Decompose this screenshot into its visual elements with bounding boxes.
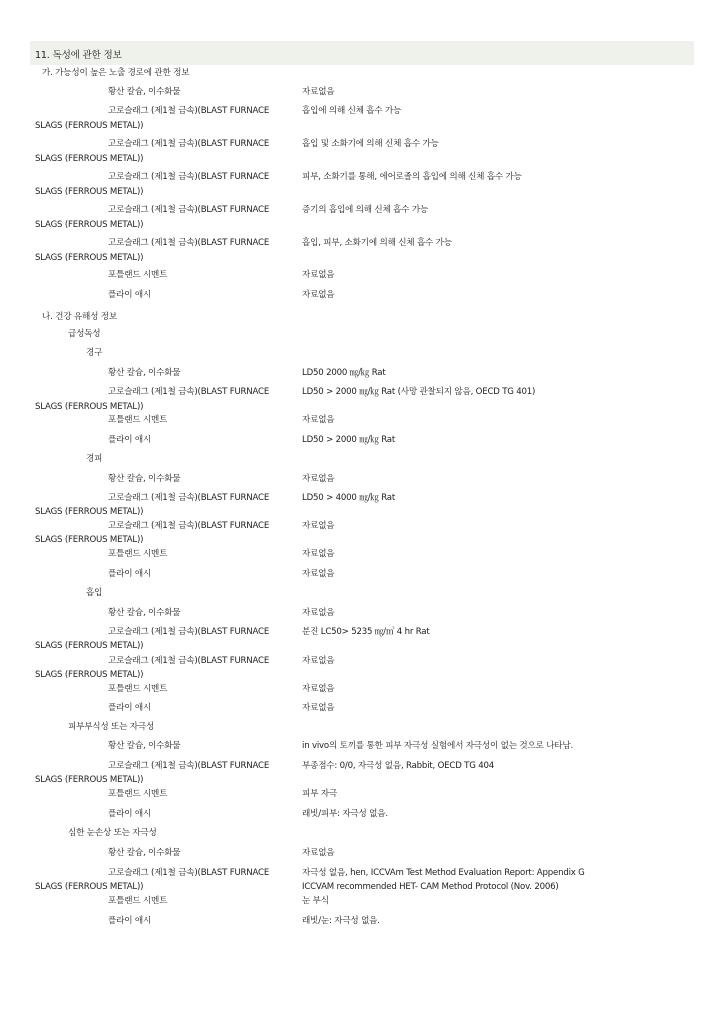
row-name: 고로슬래그 (제1철 금속)(BLAST FURNACE (108, 761, 270, 771)
row-value: 래빗/눈: 자극성 없음. (302, 916, 380, 926)
row-value: 자료없음 (302, 703, 335, 713)
row-name: 고로슬래그 (제1철 금속)(BLAST FURNACE (108, 868, 270, 878)
row-value: 자료없음 (302, 569, 335, 579)
row-name: 고로슬래그 (제1철 금속)(BLAST FURNACE (108, 387, 270, 397)
row-name: 포틀랜드 시멘트 (108, 789, 168, 799)
oral-title: 경구 (86, 348, 103, 358)
part-a-title: 가. 가능성이 높은 노출 경로에 관한 정보 (42, 68, 190, 78)
row-name-cont: SLAGS (FERROUS METAL)) (35, 253, 144, 263)
skin-irritation-title: 피부부식성 또는 자극성 (68, 722, 155, 732)
row-name: 플라이 애시 (108, 703, 152, 713)
row-name: 황산 칼슘, 이수화물 (108, 87, 181, 97)
row-value: 자극성 없음, hen, ICCVAm Test Method Evaluation Report: Appendix G (302, 868, 585, 878)
row-name: 고로슬래그 (제1철 금속)(BLAST FURNACE (108, 205, 270, 215)
row-value: 자료없음 (302, 290, 335, 300)
section-header-band (30, 41, 694, 65)
row-name-cont: SLAGS (FERROUS METAL)) (35, 154, 144, 164)
row-name: 플라이 애시 (108, 435, 152, 445)
row-name-cont: SLAGS (FERROUS METAL)) (35, 187, 144, 197)
row-value: 자료없음 (302, 415, 335, 425)
row-value: 자료없음 (302, 848, 335, 858)
dermal-title: 경피 (86, 454, 103, 464)
row-name: 고로슬래그 (제1철 금속)(BLAST FURNACE (108, 493, 270, 503)
row-name: 플라이 애시 (108, 569, 152, 579)
row-name: 황산 칼슘, 이수화물 (108, 608, 181, 618)
row-value: 자료없음 (302, 684, 335, 694)
row-name-cont: SLAGS (FERROUS METAL)) (35, 641, 144, 651)
row-name: 황산 칼슘, 이수화물 (108, 368, 181, 378)
row-value: 흡입, 피부, 소화기에 의해 신체 흡수 가능 (302, 238, 452, 248)
row-value: 부종점수: 0/0, 자극성 없음, Rabbit, OECD TG 404 (302, 761, 494, 771)
inhalation-title: 흡입 (86, 588, 103, 598)
row-value: 자료없음 (302, 270, 335, 280)
row-name: 고로슬래그 (제1철 금속)(BLAST FURNACE (108, 656, 270, 666)
row-name: 플라이 애시 (108, 916, 152, 926)
row-name: 황산 칼슘, 이수화물 (108, 848, 181, 858)
row-value: LD50 > 4000 ㎎/㎏ Rat (302, 493, 396, 503)
section-title: 11. 독성에 관한 정보 (35, 50, 122, 61)
row-name: 고로슬래그 (제1철 금속)(BLAST FURNACE (108, 238, 270, 248)
row-value: 자료없음 (302, 474, 335, 484)
row-value: 자료없음 (302, 521, 335, 531)
row-value: 래빗/피부: 자극성 없음. (302, 809, 388, 819)
row-value: 눈 부식 (302, 896, 329, 906)
row-value: 흡입 및 소화기에 의해 신체 흡수 가능 (302, 139, 439, 149)
row-name: 황산 칼슘, 이수화물 (108, 741, 181, 751)
row-name-cont: SLAGS (FERROUS METAL)) (35, 220, 144, 230)
row-name: 고로슬래그 (제1철 금속)(BLAST FURNACE (108, 106, 270, 116)
row-value-cont: ICCVAM recommended HET- CAM Method Protocol (Nov. 2006) (302, 882, 559, 892)
row-name: 황산 칼슘, 이수화물 (108, 474, 181, 484)
row-name-cont: SLAGS (FERROUS METAL)) (35, 121, 144, 131)
part-b-title: 나. 건강 유해성 정보 (42, 312, 117, 322)
row-value: 흡입에 의해 신체 흡수 가능 (302, 106, 402, 116)
row-name: 포틀랜드 시멘트 (108, 684, 168, 694)
row-name: 포틀랜드 시멘트 (108, 896, 168, 906)
row-name-cont: SLAGS (FERROUS METAL)) (35, 402, 144, 412)
row-value: 자료없음 (302, 608, 335, 618)
row-value: 자료없음 (302, 87, 335, 97)
row-value: 분진 LC50> 5235 ㎎/㎥ 4 hr Rat (302, 627, 430, 637)
row-name-cont: SLAGS (FERROUS METAL)) (35, 775, 144, 785)
row-value: 증기의 흡입에 의해 신체 흡수 가능 (302, 205, 429, 215)
eye-irritation-title: 심한 눈손상 또는 자극성 (68, 828, 157, 838)
row-name: 고로슬래그 (제1철 금속)(BLAST FURNACE (108, 139, 270, 149)
row-value: 피부, 소화기를 통해, 에어로졸의 흡입에 의해 신체 흡수 가능 (302, 172, 522, 182)
row-value: in vivo의 토끼를 통한 피부 자극성 실험에서 자극성이 없는 것으로 나타남. (302, 741, 574, 751)
row-value: LD50 > 2000 ㎎/㎏ Rat (302, 435, 396, 445)
row-value: 자료없음 (302, 549, 335, 559)
row-name: 포틀랜드 시멘트 (108, 415, 168, 425)
row-name: 플라이 애시 (108, 809, 152, 819)
row-name: 포틀랜드 시멘트 (108, 270, 168, 280)
row-name: 고로슬래그 (제1철 금속)(BLAST FURNACE (108, 172, 270, 182)
row-name-cont: SLAGS (FERROUS METAL)) (35, 670, 144, 680)
row-name: 고로슬래그 (제1철 금속)(BLAST FURNACE (108, 521, 270, 531)
row-value: 피부 자극 (302, 789, 337, 799)
row-name-cont: SLAGS (FERROUS METAL)) (35, 535, 144, 545)
row-value: 자료없음 (302, 656, 335, 666)
row-name: 플라이 애시 (108, 290, 152, 300)
row-name: 포틀랜드 시멘트 (108, 549, 168, 559)
row-name-cont: SLAGS (FERROUS METAL)) (35, 507, 144, 517)
row-name: 고로슬래그 (제1철 금속)(BLAST FURNACE (108, 627, 270, 637)
row-value: LD50 > 2000 ㎎/㎏ Rat (사망 관찰되지 않음, OECD TG 401) (302, 387, 536, 397)
row-name-cont: SLAGS (FERROUS METAL)) (35, 882, 144, 892)
row-value: LD50 2000 ㎎/㎏ Rat (302, 368, 386, 378)
acute-toxicity-title: 급성독성 (68, 329, 101, 339)
